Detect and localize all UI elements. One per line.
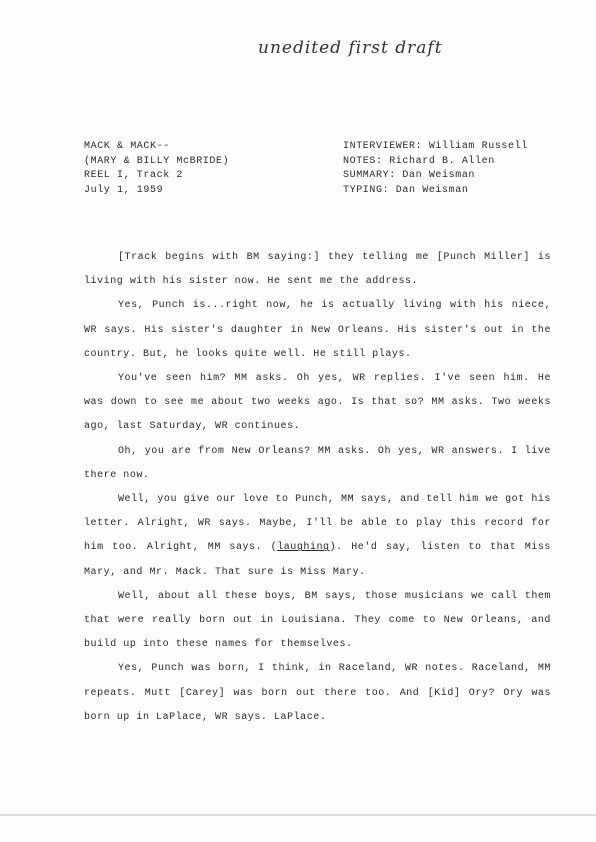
header-performers: (MARY & BILLY McBRIDE) — [84, 155, 230, 167]
header-right-block — [343, 140, 528, 198]
header-left-block — [84, 140, 229, 198]
paragraph: Yes, Punch is...right now, he is actually living with his niece, WR says. His sister's daughter in New Orleans. His sister's out in the country. But, he looks quite well. He still plays. — [84, 300, 551, 360]
paragraph: Well, about all these boys, BM says, those musicians we call them that were really born out in Louisiana. They come to New Orleans, and build up into these names for themselves. — [84, 590, 551, 651]
header-title: MACK & MACK-- — [84, 141, 170, 152]
paragraph: Yes, Punch was born, I think, in Raceland, WR notes. Raceland, MM repeats. Mutt [Carey] was born out there too. And [Kid] Ory? Ory was born up in LaPlace, WR says. LaPlace. — [84, 663, 551, 723]
paragraph-text: Well, you give our love to Punch, MM says, and tell him we got his letter. Alright, WR says. Maybe, I'll be able to play this record for him too. Alright, MM says. ( — [84, 494, 551, 554]
handwritten-note: unedited first draft — [258, 38, 443, 58]
header-reel: REEL I, Track 2 — [84, 170, 184, 181]
transcript-body — [84, 246, 551, 730]
header-summary: SUMMARY: Dan Weisman — [343, 170, 476, 181]
paragraph-text: ). He'd say, listen to that Miss Mary, and Mr. Mack. That sure is Miss Mary. — [84, 542, 551, 578]
page-edge-divider — [0, 814, 596, 816]
header-notes: NOTES: Richard B. Allen — [343, 155, 495, 167]
paragraph — [84, 488, 551, 585]
header-interviewer: INTERVIEWER: William Russell — [343, 141, 528, 152]
paragraph: [Track begins with BM saying:] they telling me [Punch Miller] is living with his sister now. He sent me the address. — [84, 252, 551, 288]
header-typing: TYPING: Dan Weisman — [343, 184, 469, 196]
header-date: July 1, 1959 — [84, 184, 164, 196]
underlined-word: laughing — [277, 542, 330, 554]
paragraph: Oh, you are from New Orleans? MM asks. Oh yes, WR answers. I live there now. — [84, 445, 551, 481]
paragraph: You've seen him? MM asks. Oh yes, WR replies. I've seen him. He was down to see me about two weeks ago. Is that so? MM asks. Two weeks ago, last Saturday, WR continues. — [84, 373, 551, 433]
